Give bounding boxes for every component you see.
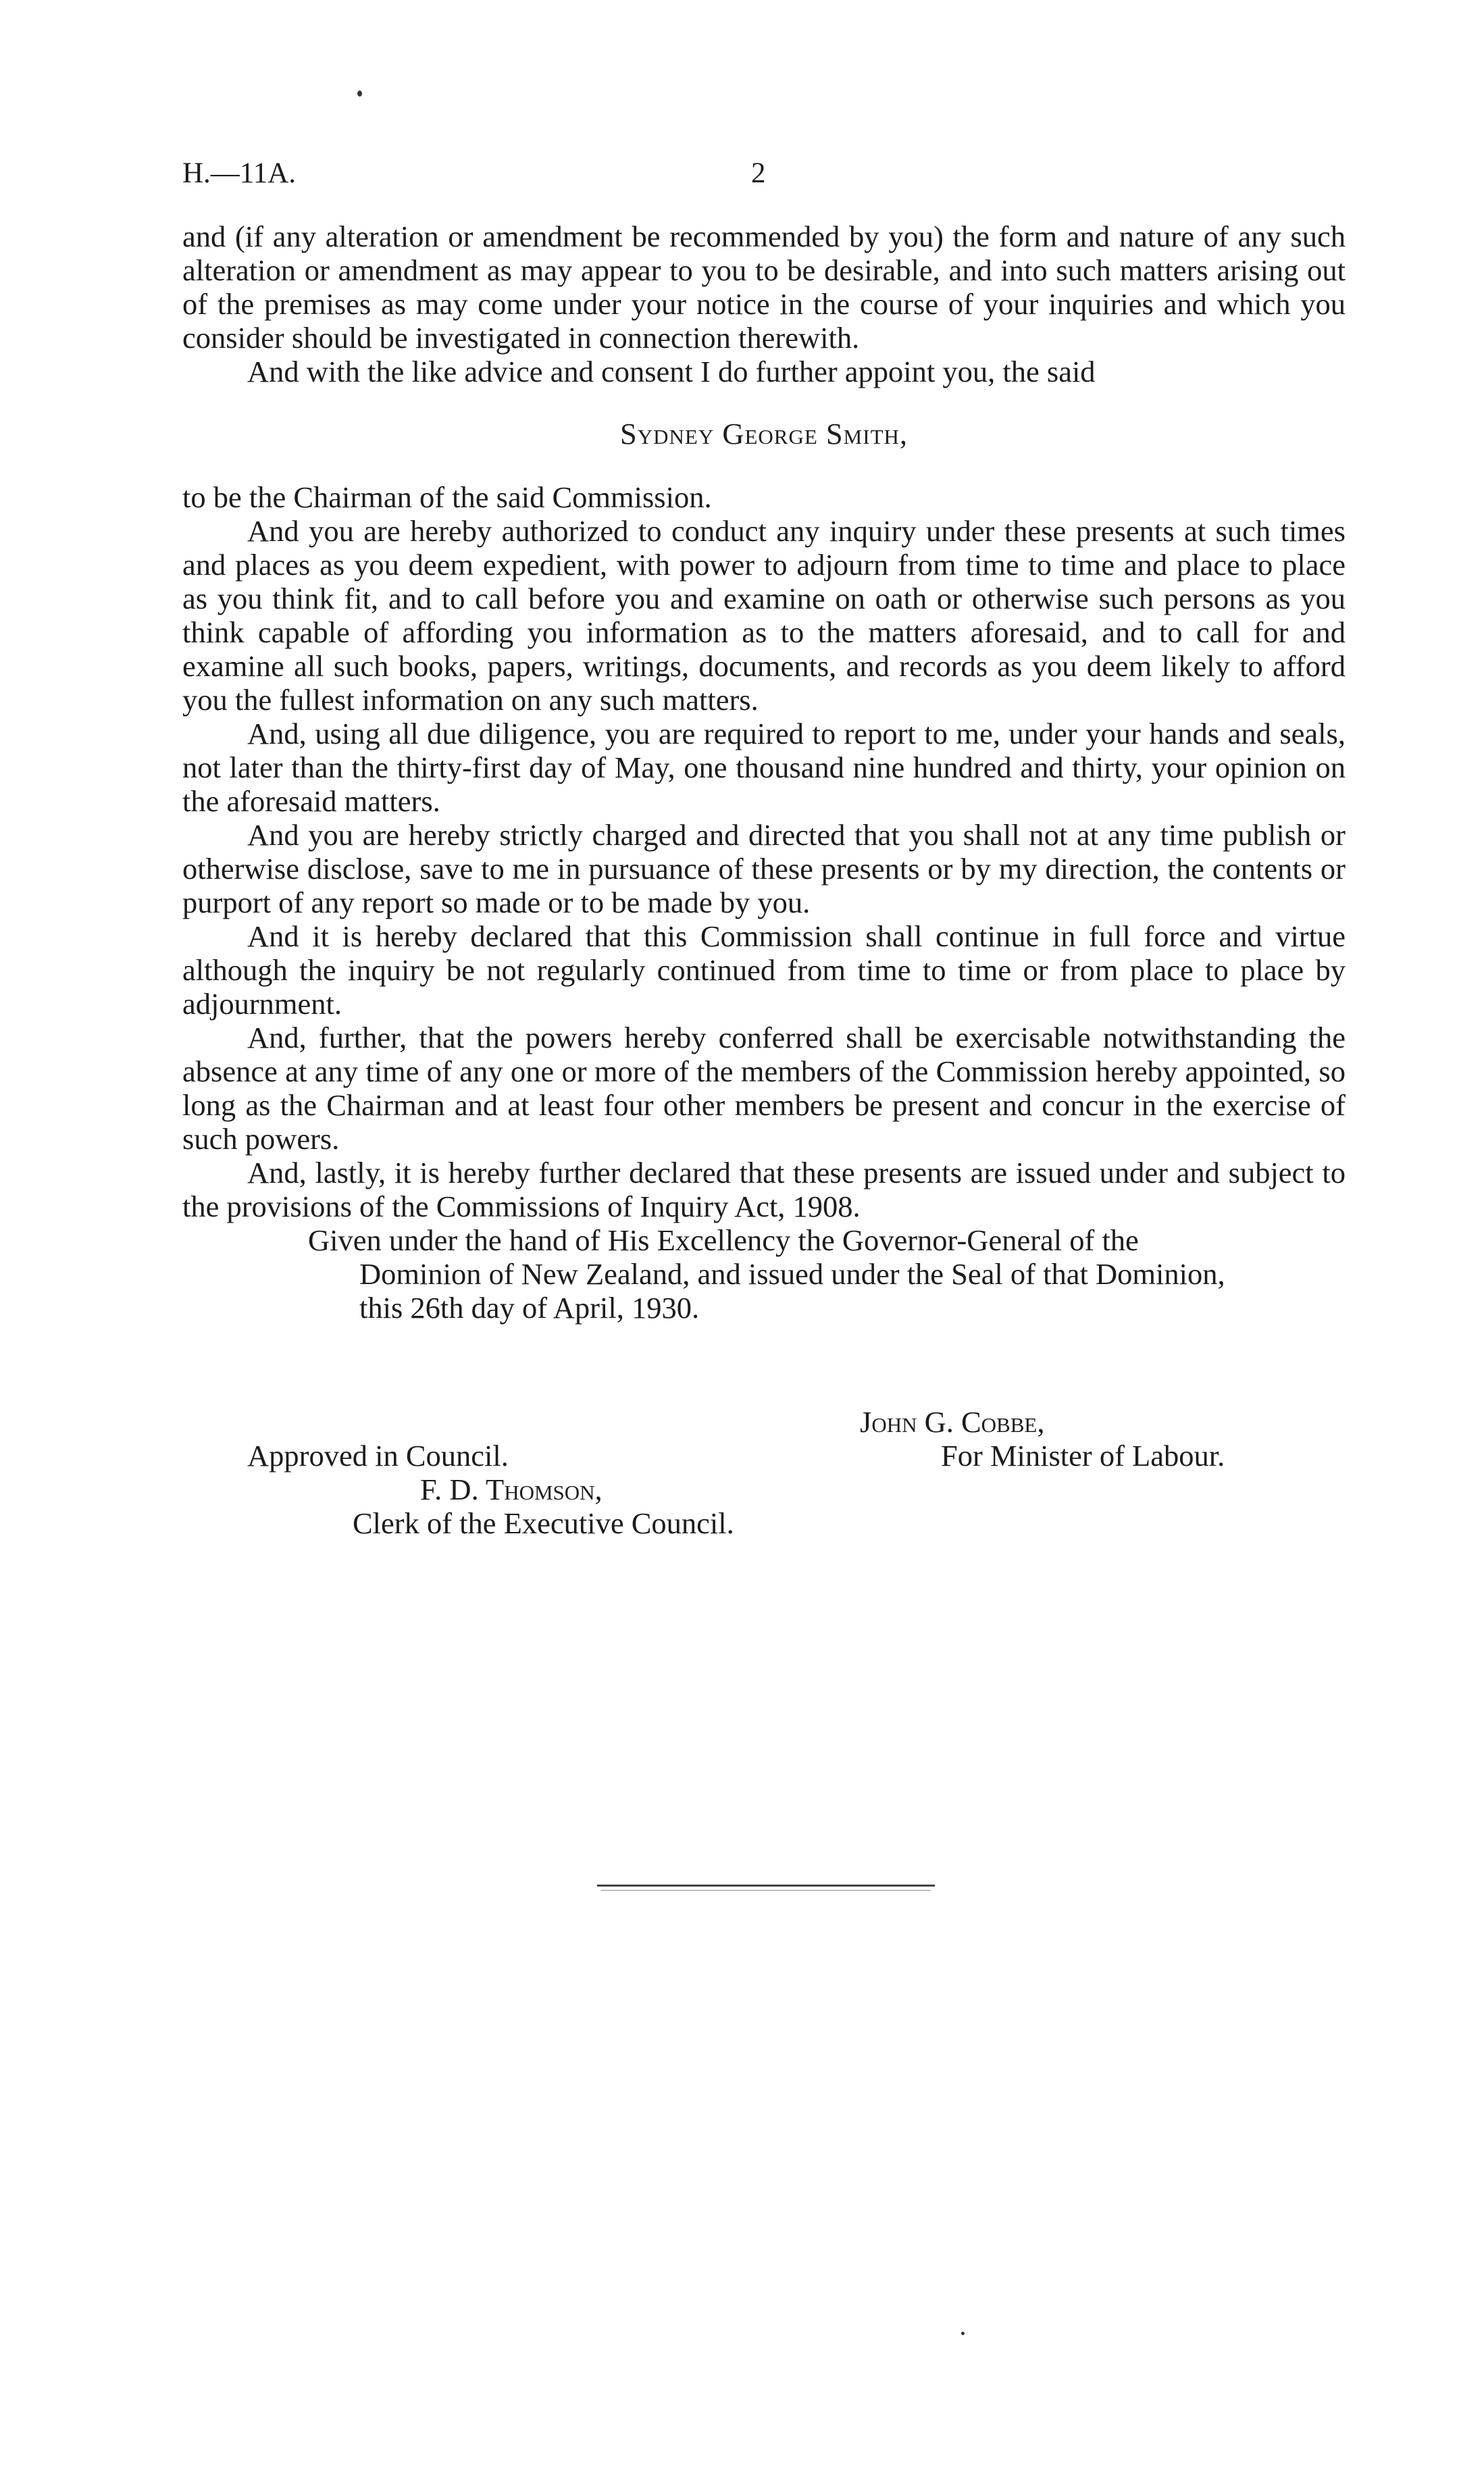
paragraph: And you are hereby authorized to conduct any inquiry under these presents at such times and places as you deem expedient, with power to adjourn from time to time and place to place as you think fit, and to call before you and examine on oath or otherwise such persons as you think capable of affording you information as to the matters aforesaid, and to call for and examine all such books, papers, writings, documents, and records as you deem likely to afford you the fullest information on any such matters. [182, 514, 1346, 717]
closing-rule [597, 1885, 935, 1887]
signatory-name: John G. Cobbe, [860, 1405, 1045, 1439]
given-line: Given under the hand of His Excellency the Governor-General of the [308, 1223, 1139, 1257]
commission-text [182, 220, 1346, 1325]
paragraph: to be the Chairman of the said Commission. [182, 480, 712, 514]
print-speck [961, 2332, 965, 2335]
given-under-hand [182, 1223, 1346, 1325]
signature-block [182, 1405, 1346, 1554]
signatory-title: For Minister of Labour. [941, 1439, 1225, 1473]
paragraph: and (if any alteration or amendment be recommended by you) the form and nature of any such alteration or amendment as may appear to you to be desirable, and into such matters arising out of the premises as may come under your notice in the course of your inquiries and which you consider should be investigated in connection therewith. [182, 220, 1346, 355]
approved-in-council: Approved in Council. [247, 1439, 509, 1473]
paragraph: And, using all due diligence, you are required to report to me, under your hands and seals, not later than the thirty-first day of May, one thousand nine hundred and thirty, your opinion on the aforesaid matters. [182, 717, 1346, 818]
paragraph: And, lastly, it is hereby further declared that these presents are issued under and subject to the provisions of the Commissions of Inquiry Act, 1908. [182, 1156, 1346, 1223]
document-code: H.—11A. [182, 157, 297, 189]
clerk-title: Clerk of the Executive Council. [353, 1506, 734, 1540]
paragraph: And, further, that the powers hereby conferred shall be exercisable notwithstanding the absence at any time of any one or more of the members of the Commission hereby appointed, so long as the Chairman and at least four other members be present and concur in the exercise of such powers. [182, 1021, 1346, 1156]
given-line: Dominion of New Zealand, and issued under the Seal of that Dominion, [359, 1257, 1225, 1291]
paragraph: And it is hereby declared that this Commission shall continue in full force and virtue although the inquiry be not regularly continued from time to time or from place to place by adjournment. [182, 919, 1346, 1021]
paragraph: And you are hereby strictly charged and directed that you shall not at any time publish or otherwise disclose, save to me in pursuance of these presents or by my direction, the contents or purport of any report so made or to be made by you. [182, 818, 1346, 919]
given-line: this 26th day of April, 1930. [359, 1291, 700, 1325]
page-number: 2 [751, 157, 766, 189]
clerk-name: F. D. Thomson, [420, 1473, 603, 1506]
print-speck [357, 91, 362, 97]
page-header [182, 157, 1346, 197]
chairman-name: Sydney George Smith, [619, 417, 909, 451]
closing-rule-thin [601, 1890, 931, 1891]
paragraph: And with the like advice and consent I do further appoint you, the said [247, 355, 1096, 388]
